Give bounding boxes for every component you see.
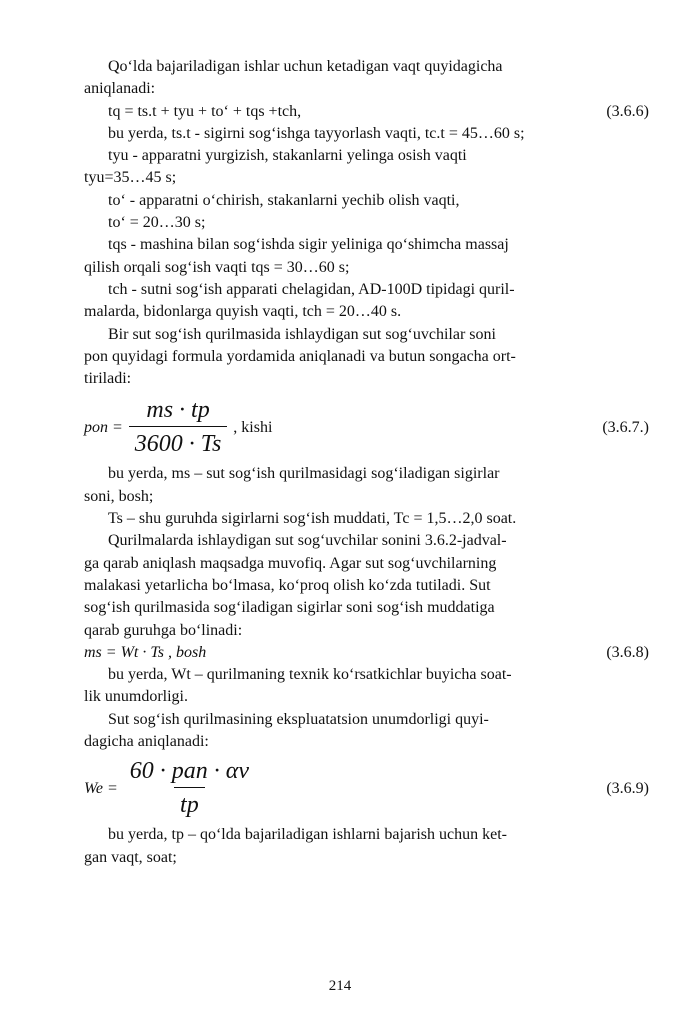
formula-3-6-9: [84, 757, 649, 820]
text-line: aniqlanadi:: [84, 80, 156, 98]
equation-3-6-6: [84, 101, 649, 123]
text-line: Qo‘lda bajariladigan ishlar uchun ketadigan vaqt quyidagicha: [108, 58, 503, 75]
text-line: qilish orqali sog‘ish vaqti tqs = 30…60 s;: [84, 258, 350, 276]
text-line: ga qarab aniqlash maqsadga muvofiq. Agar sut sog‘uvchilarning: [84, 554, 497, 572]
text-line: malakasi yetarlicha bo‘lmasa, ko‘proq olish ko‘zda tutiladi. Sut: [84, 576, 491, 594]
text-line: tiriladi:: [84, 370, 132, 388]
formula-fraction: [129, 396, 227, 459]
text-line: sog‘ish qurilmasida sog‘iladigan sigirlar soni sog‘ish muddatiga: [84, 599, 495, 617]
equation-number: (3.6.9): [606, 779, 649, 797]
text-line: to‘ = 20…30 s;: [108, 214, 206, 232]
formula-3-6-7: [84, 396, 649, 459]
text-line: to‘ - apparatni o‘chirish, stakanlarni yechib olish vaqti,: [108, 191, 460, 209]
text-line: gan vaqt, soat;: [84, 848, 177, 866]
text-line: Ts – shu guruhda sigirlarni sog‘ish muddati, Tc = 1,5…2,0 soat.: [108, 510, 517, 528]
formula-numerator: ms · tp: [146, 397, 210, 424]
text-line: Bir sut sog‘ish qurilmasida ishlaydigan sut sog‘uvchilar soni: [108, 325, 496, 343]
formula-fraction: [124, 757, 255, 820]
text-line: bu yerda, Wt – qurilmaning texnik ko‘rsatkichlar buyicha soat-: [108, 666, 512, 684]
formula-unit: , kishi: [233, 418, 273, 436]
equation-text: tq = ts.t + tyu + to‘ + tqs +tch,: [108, 102, 302, 120]
page-body: [84, 56, 649, 869]
formula-lhs: We =: [84, 779, 118, 797]
text-line: soni, bosh;: [84, 487, 154, 505]
equation-number: (3.6.7.): [602, 418, 649, 436]
page-number: 214: [328, 978, 352, 994]
equation-text: ms = Wt · Ts , bosh: [84, 643, 207, 661]
formula-denominator: 3600 · Ts: [129, 426, 227, 459]
text-line: qarab guruhga bo‘linadi:: [84, 621, 243, 639]
formula-numerator: 60 · pan · αv: [129, 758, 250, 785]
text-line: malarda, bidonlarga quyish vaqti, tch = 20…40 s.: [84, 303, 402, 321]
text-line: bu yerda, ts.t - sigirni sog‘ishga tayyorlash vaqti, tc.t = 45…60 s;: [108, 124, 525, 142]
text-line: Qurilmalarda ishlaydigan sut sog‘uvchilar sonini 3.6.2-jadval-: [108, 532, 507, 550]
text-line: Sut sog‘ish qurilmasining ekspluatatsion unumdorligi quyi-: [108, 710, 489, 728]
text-line: tyu=35…45 s;: [84, 169, 177, 187]
formula-lhs: pon =: [84, 418, 123, 436]
formula-denominator: tp: [174, 787, 205, 820]
text-line: tch - sutni sog‘ish apparati chelagidan, AD-100D tipidagi quril-: [108, 280, 515, 298]
text-line: pon quyidagi formula yordamida aniqlanadi va butun songacha ort-: [84, 347, 516, 365]
text-line: lik unumdorligi.: [84, 688, 188, 706]
text-line: bu yerda, tp – qo‘lda bajariladigan ishlarni bajarish uchun ket-: [108, 826, 507, 844]
equation-number: (3.6.6): [606, 102, 649, 120]
text-line: tqs - mashina bilan sog‘ishda sigir yeliniga qo‘shimcha massaj: [108, 236, 509, 254]
text-line: bu yerda, ms – sut sog‘ish qurilmasidagi sog‘iladigan sigirlar: [108, 465, 500, 483]
equation-number: (3.6.8): [606, 643, 649, 661]
equation-3-6-8: [84, 642, 649, 664]
text-line: tyu - apparatni yurgizish, stakanlarni yelinga osish vaqti: [108, 147, 467, 165]
text-line: dagicha aniqlanadi:: [84, 733, 209, 751]
